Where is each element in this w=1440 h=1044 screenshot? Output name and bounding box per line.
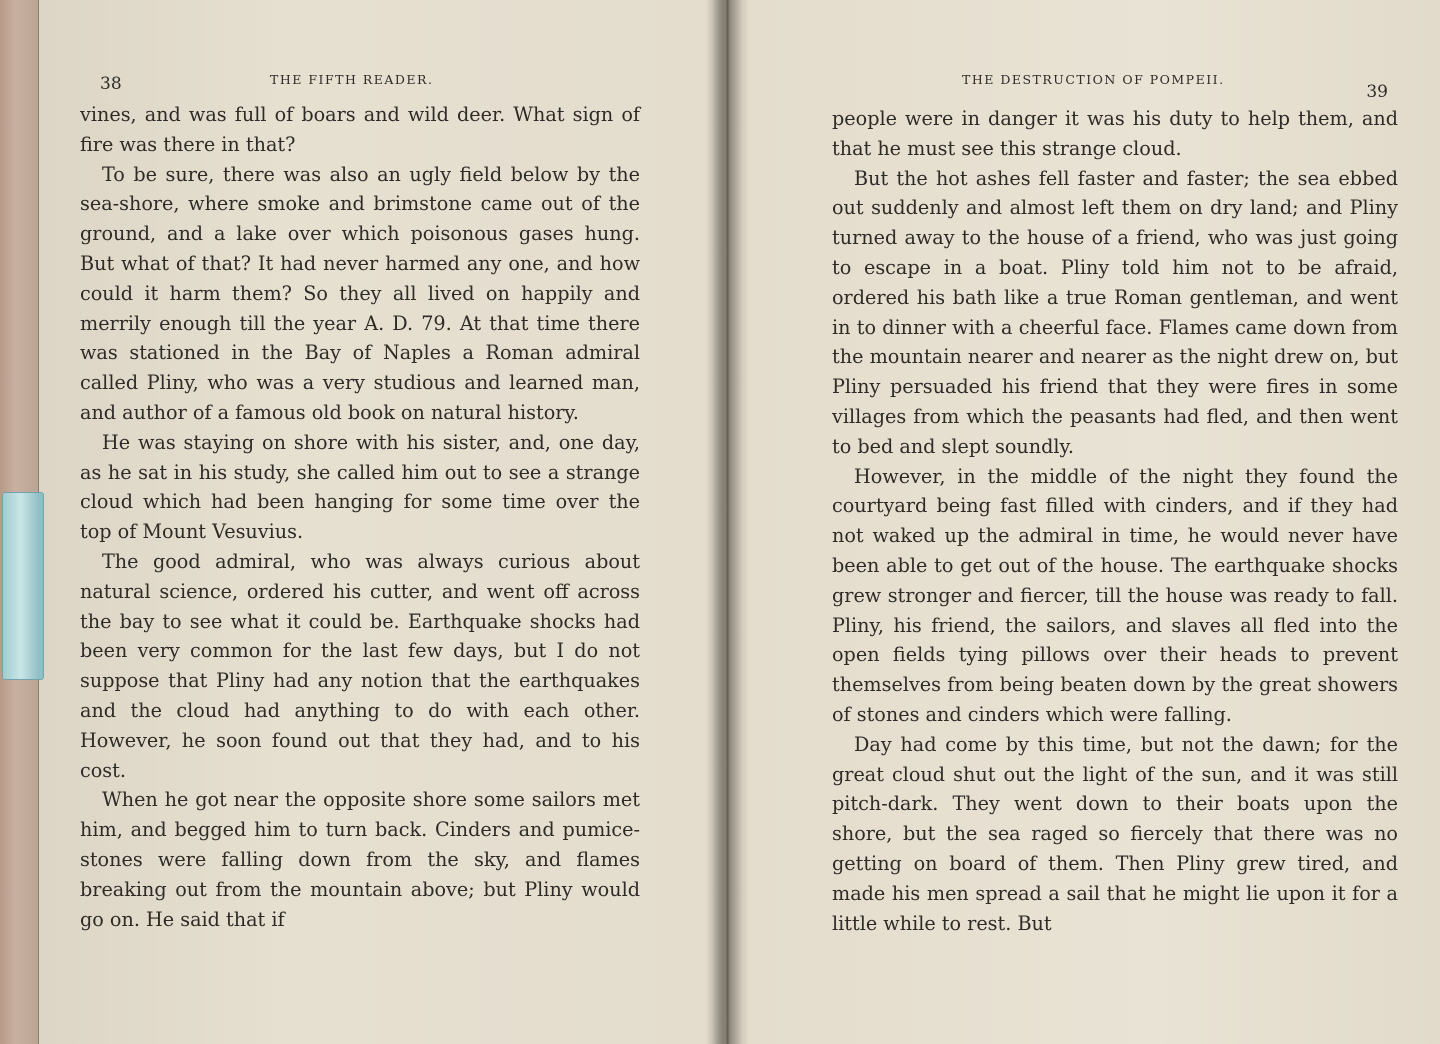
paragraph: However, in the middle of the night they found the courtyard being fast filled with cinders, and if they had not waked up the admiral in time, he would never have been able to get out of the house. The earthquake shocks grew stronger and fiercer, till the house was ready to fall. Pliny, his friend, the sailors, and slaves all fled into the open fields tying pillows over their heads to prevent themselves from being beaten down by the great showers of stones and cinders which were falling. (832, 464, 1398, 726)
paragraph: The good admiral, who was always curious about natural science, ordered his cutter, and went off across the bay to see what it could be. Earthquake shocks had been very common for the last few days, but I do not suppose that Pliny had any notion that the earthquakes and the cloud had anything to do with each other. However, he soon found out that they had, and to his cost. (80, 549, 640, 782)
left-page-number: 38 (100, 74, 122, 94)
book-gutter (712, 0, 742, 1044)
paragraph: Day had come by this time, but not the dawn; for the great cloud shut out the light of the sun, and it was still pitch-dark. They went down to their boats upon the shore, but the sea raged so fiercely that there was no getting on board of them. Then Pliny grew tired, and made his men spread a sail that he might lie upon it for a little while to rest. But (832, 732, 1398, 935)
paragraph: When he got near the opposite shore some sailors met him, and begged him to turn back. Cinders and pumice-stones were falling down from the sky, and flames breaking out from the mountain above; but Pliny would go on. He said that if (80, 788, 640, 931)
paragraph: vines, and was full of boars and wild deer. What sign of fire was there in that? (80, 103, 640, 156)
paragraph: people were in danger it was his duty to help them, and that he must see this strange cloud. (832, 107, 1398, 160)
right-running-head (832, 64, 1398, 102)
bookmark-tab (2, 492, 44, 680)
left-page (80, 0, 640, 1044)
left-page-text (80, 100, 640, 934)
paragraph: He was staying on shore with his sister, and, one day, as he sat in his study, she called him out to see a strange cloud which had been hanging for some time over the top of Mount Vesuvius. (80, 430, 640, 544)
left-running-title: THE FIFTH READER. (270, 72, 434, 87)
paragraph: But the hot ashes fell faster and faster; the sea ebbed out suddenly and almost left them on dry land; and Pliny turned away to the house of a friend, who was just going to escape in a boat. Pliny told him not to be afraid, ordered his bath like a true Roman gentleman, and went in to dinner with a cheerful face. Flames came down from the mountain nearer and nearer as the night drew on, but Pliny persuaded his friend that they were fires in some villages from which the peasants had fled, and then went to bed and slept soundly. (832, 166, 1398, 458)
right-page-number: 39 (1366, 82, 1388, 102)
paragraph: To be sure, there was also an ugly field below by the sea-shore, where smoke and brimstone came out of the ground, and a lake over which poisonous gases hung. But what of that? It had never harmed any one, and how could it harm them? So they all lived on happily and merrily enough till the year A. D. 79. At that time there was stationed in the Bay of Naples a Roman admiral called Pliny, who was a very studious and learned man, and author of a famous old book on natural history. (80, 162, 640, 424)
left-running-head (80, 64, 640, 98)
right-page-text (832, 104, 1398, 938)
right-running-title: THE DESTRUCTION OF POMPEII. (962, 72, 1225, 87)
right-page (832, 0, 1398, 1044)
